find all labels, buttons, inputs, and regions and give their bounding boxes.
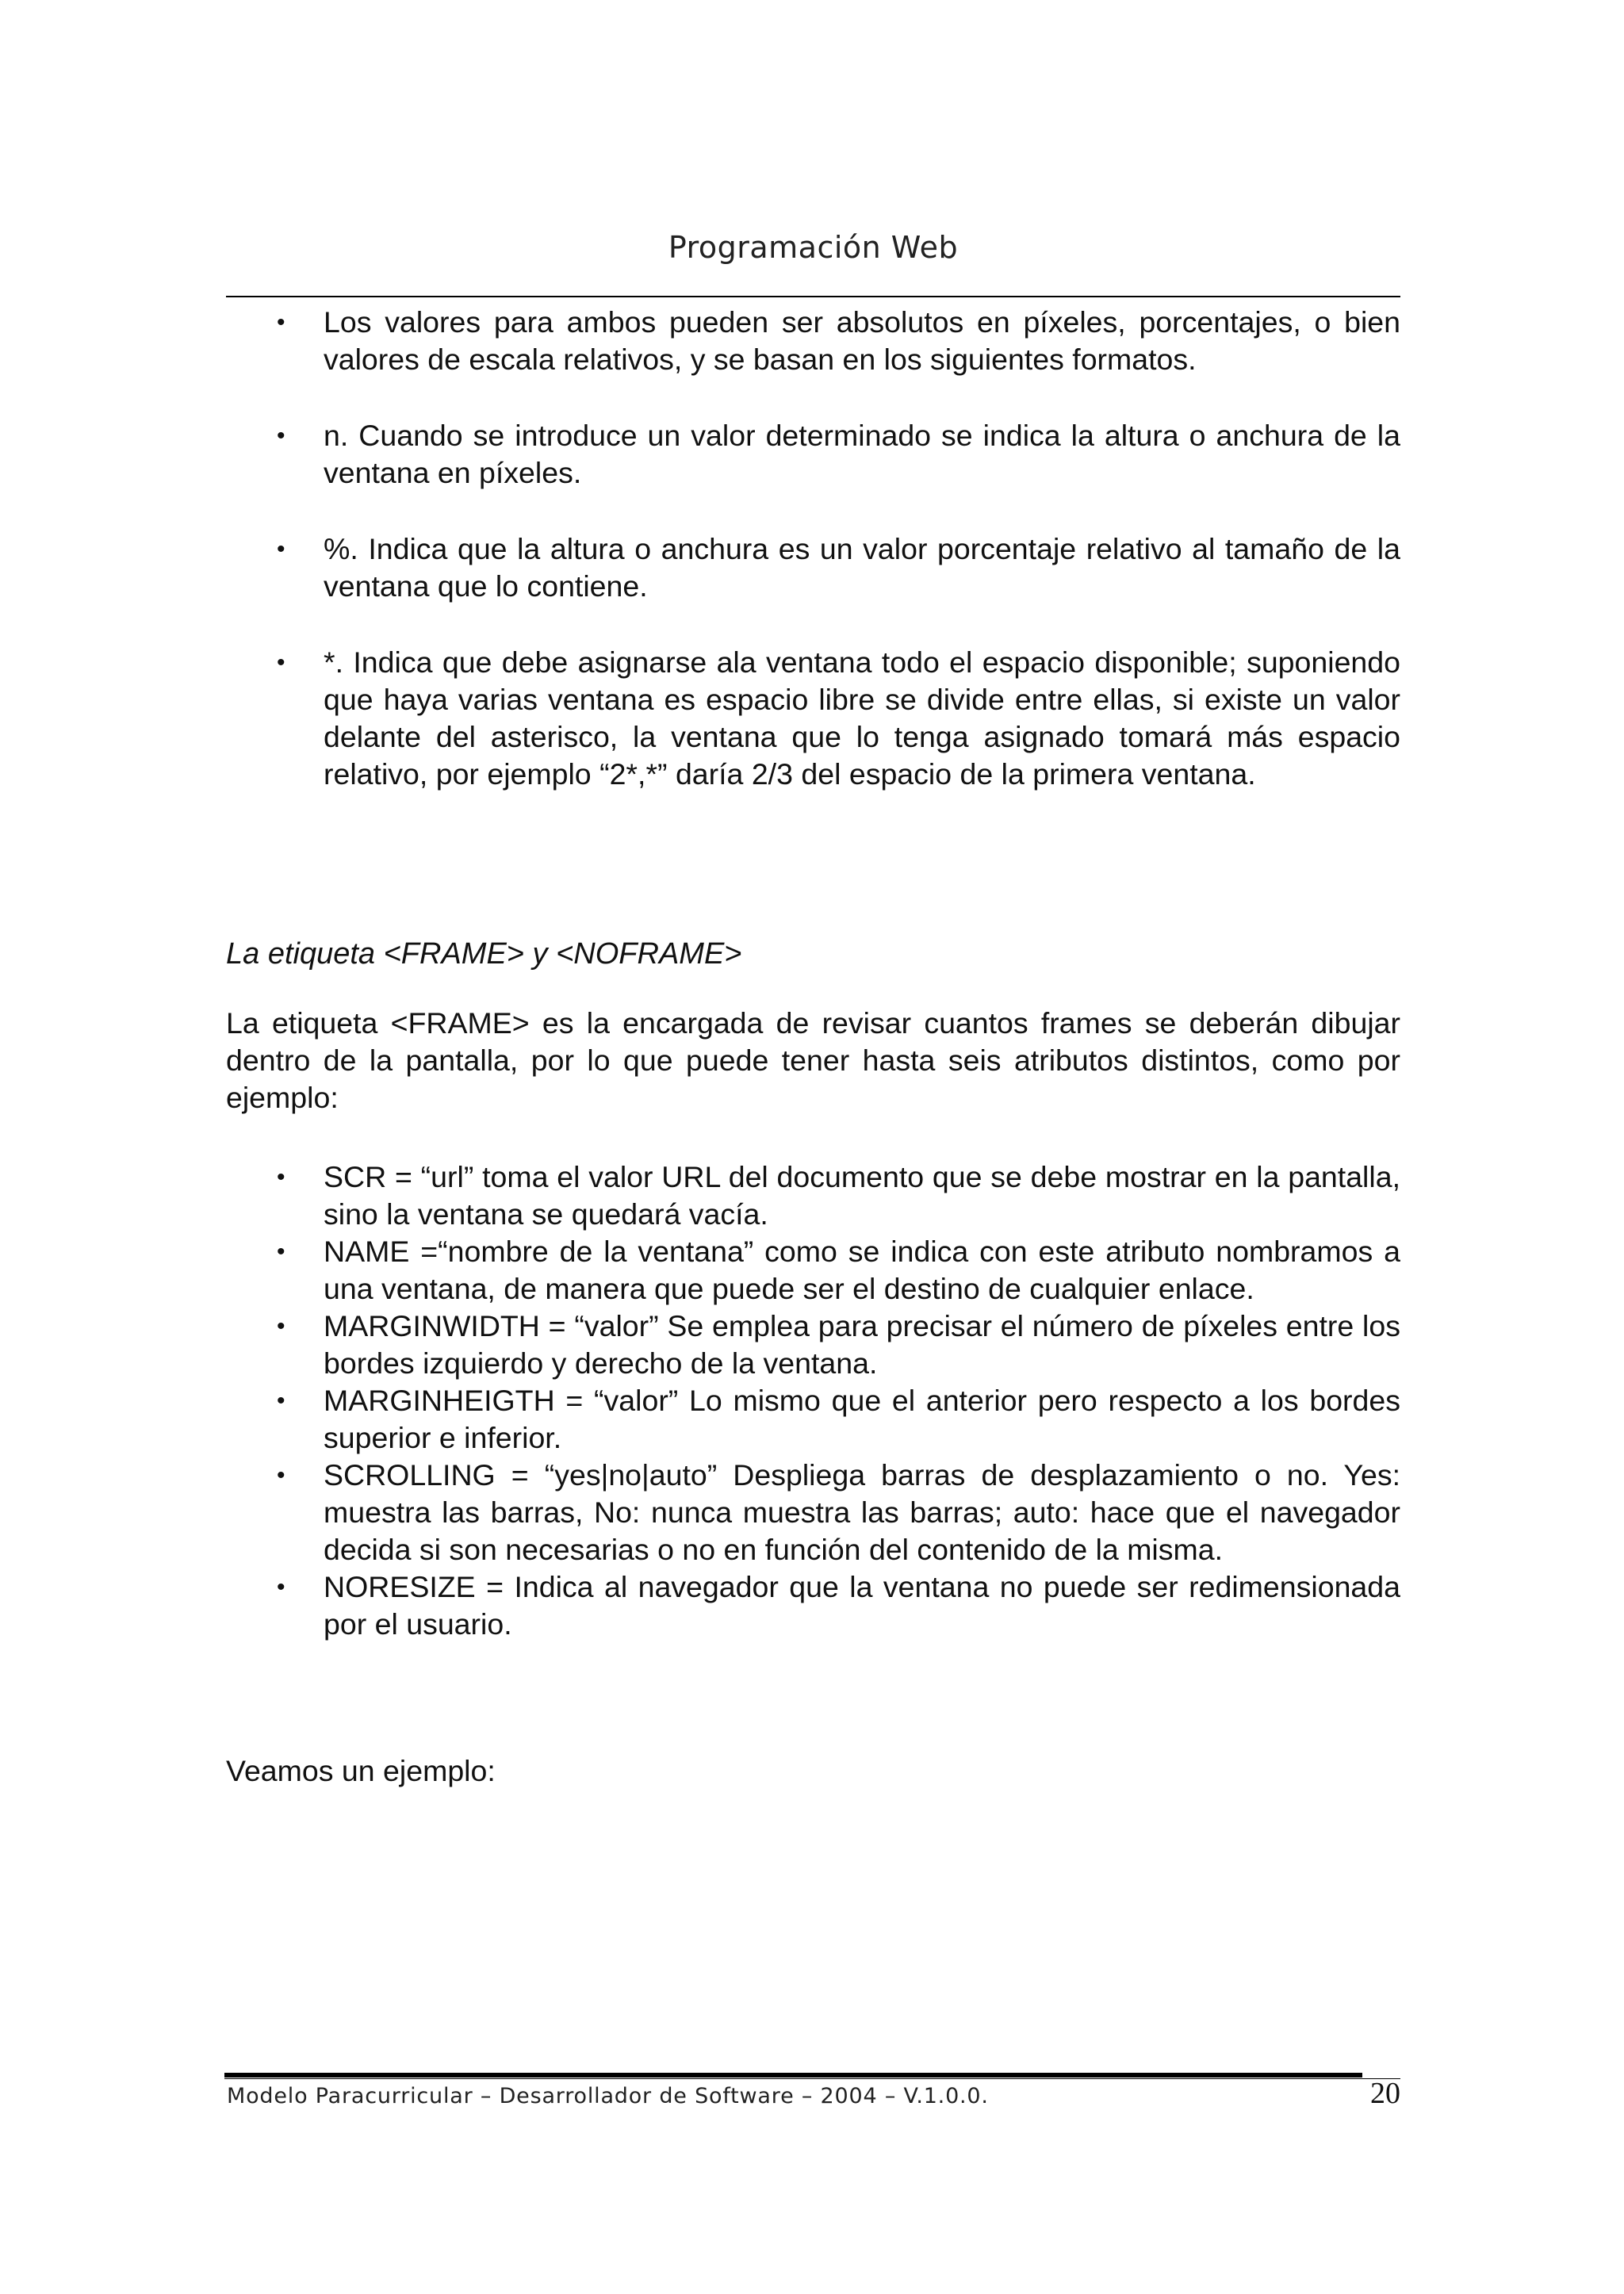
list-item-text: Los valores para ambos pueden ser absolutos en píxeles, porcentajes, o bien valores de escala relativos, y se basan en los siguientes formatos. bbox=[324, 305, 1400, 376]
bullet-icon: • bbox=[277, 1313, 285, 1339]
bullet-icon: • bbox=[277, 1574, 285, 1600]
list-item bbox=[226, 1233, 1400, 1308]
footer-divider-thick bbox=[224, 2073, 1362, 2078]
list-item bbox=[226, 1457, 1400, 1568]
list-item bbox=[226, 304, 1400, 378]
bullet-icon: • bbox=[277, 1388, 285, 1414]
list-item bbox=[226, 644, 1400, 793]
list-item bbox=[226, 417, 1400, 492]
bullet-icon: • bbox=[277, 1239, 285, 1265]
list-item-text: SCR = “url” toma el valor URL del documento que se debe mostrar en la pantalla, sino la ventana se quedará vacía. bbox=[324, 1160, 1400, 1231]
closing-paragraph: Veamos un ejemplo: bbox=[226, 1754, 496, 1787]
bullet-icon: • bbox=[277, 309, 285, 335]
list-item-text: SCROLLING = “yes|no|auto” Despliega barras de desplazamiento o no. Yes: muestra las barras, No: nunca muestra las barras; auto: hace que el navegador decida si son necesarias o no en función del contenido de la misma. bbox=[324, 1458, 1400, 1566]
footer-text: Modelo Paracurricular – Desarrollador de Software – 2004 – V.1.0.0. bbox=[227, 2084, 989, 2108]
bullet-icon: • bbox=[277, 423, 285, 449]
list-item bbox=[226, 1568, 1400, 1643]
list-item-text: NORESIZE = Indica al navegador que la ventana no puede ser redimensionada por el usuario. bbox=[324, 1570, 1400, 1641]
list-item bbox=[226, 1308, 1400, 1382]
bullet-icon: • bbox=[277, 536, 285, 562]
value-formats-list-container bbox=[226, 304, 1400, 793]
bullet-icon: • bbox=[277, 649, 285, 676]
page-number: 20 bbox=[1370, 2077, 1400, 2110]
frame-attributes-list bbox=[226, 1158, 1400, 1643]
footer-divider-thin bbox=[224, 2078, 1400, 2079]
list-item-text: %. Indica que la altura o anchura es un valor porcentaje relativo al tamaño de la ventana que lo contiene. bbox=[324, 532, 1400, 603]
list-item-text: n. Cuando se introduce un valor determinado se indica la altura o anchura de la ventana en píxeles. bbox=[324, 419, 1400, 489]
list-item bbox=[226, 1158, 1400, 1233]
list-item-text: MARGINHEIGTH = “valor” Lo mismo que el anterior pero respecto a los bordes superior e inferior. bbox=[324, 1384, 1400, 1454]
section-intro-paragraph: La etiqueta <FRAME> es la encargada de revisar cuantos frames se deberán dibujar dentro de la pantalla, por lo que puede tener hasta seis atributos distintos, como por ejemplo: bbox=[226, 1006, 1400, 1114]
value-formats-list bbox=[226, 304, 1400, 793]
frame-attributes-list-container bbox=[226, 1158, 1400, 1643]
bullet-icon: • bbox=[277, 1462, 285, 1488]
list-item bbox=[226, 530, 1400, 605]
list-item-text: *. Indica que debe asignarse ala ventana todo el espacio disponible; suponiendo que haya varias ventana es espacio libre se divide entre ellas, si existe un valor delante del asterisco, la ventana que lo tenga asignado tomará más espacio relativo, por ejemplo “2*,*” daría 2/3 del espacio de la primera ventana. bbox=[324, 645, 1400, 791]
page-header-title: Programación Web bbox=[668, 230, 959, 265]
list-item-text: NAME =“nombre de la ventana” como se indica con este atributo nombramos a una ventana, de manera que puede ser el destino de cualquier enlace. bbox=[324, 1235, 1400, 1305]
bullet-icon: • bbox=[277, 1164, 285, 1190]
list-item-text: MARGINWIDTH = “valor” Se emplea para precisar el número de píxeles entre los bordes izquierdo y derecho de la ventana. bbox=[324, 1309, 1400, 1380]
section-heading: La etiqueta <FRAME> y <NOFRAME> bbox=[226, 937, 742, 971]
list-item bbox=[226, 1382, 1400, 1457]
header-divider bbox=[226, 296, 1400, 297]
